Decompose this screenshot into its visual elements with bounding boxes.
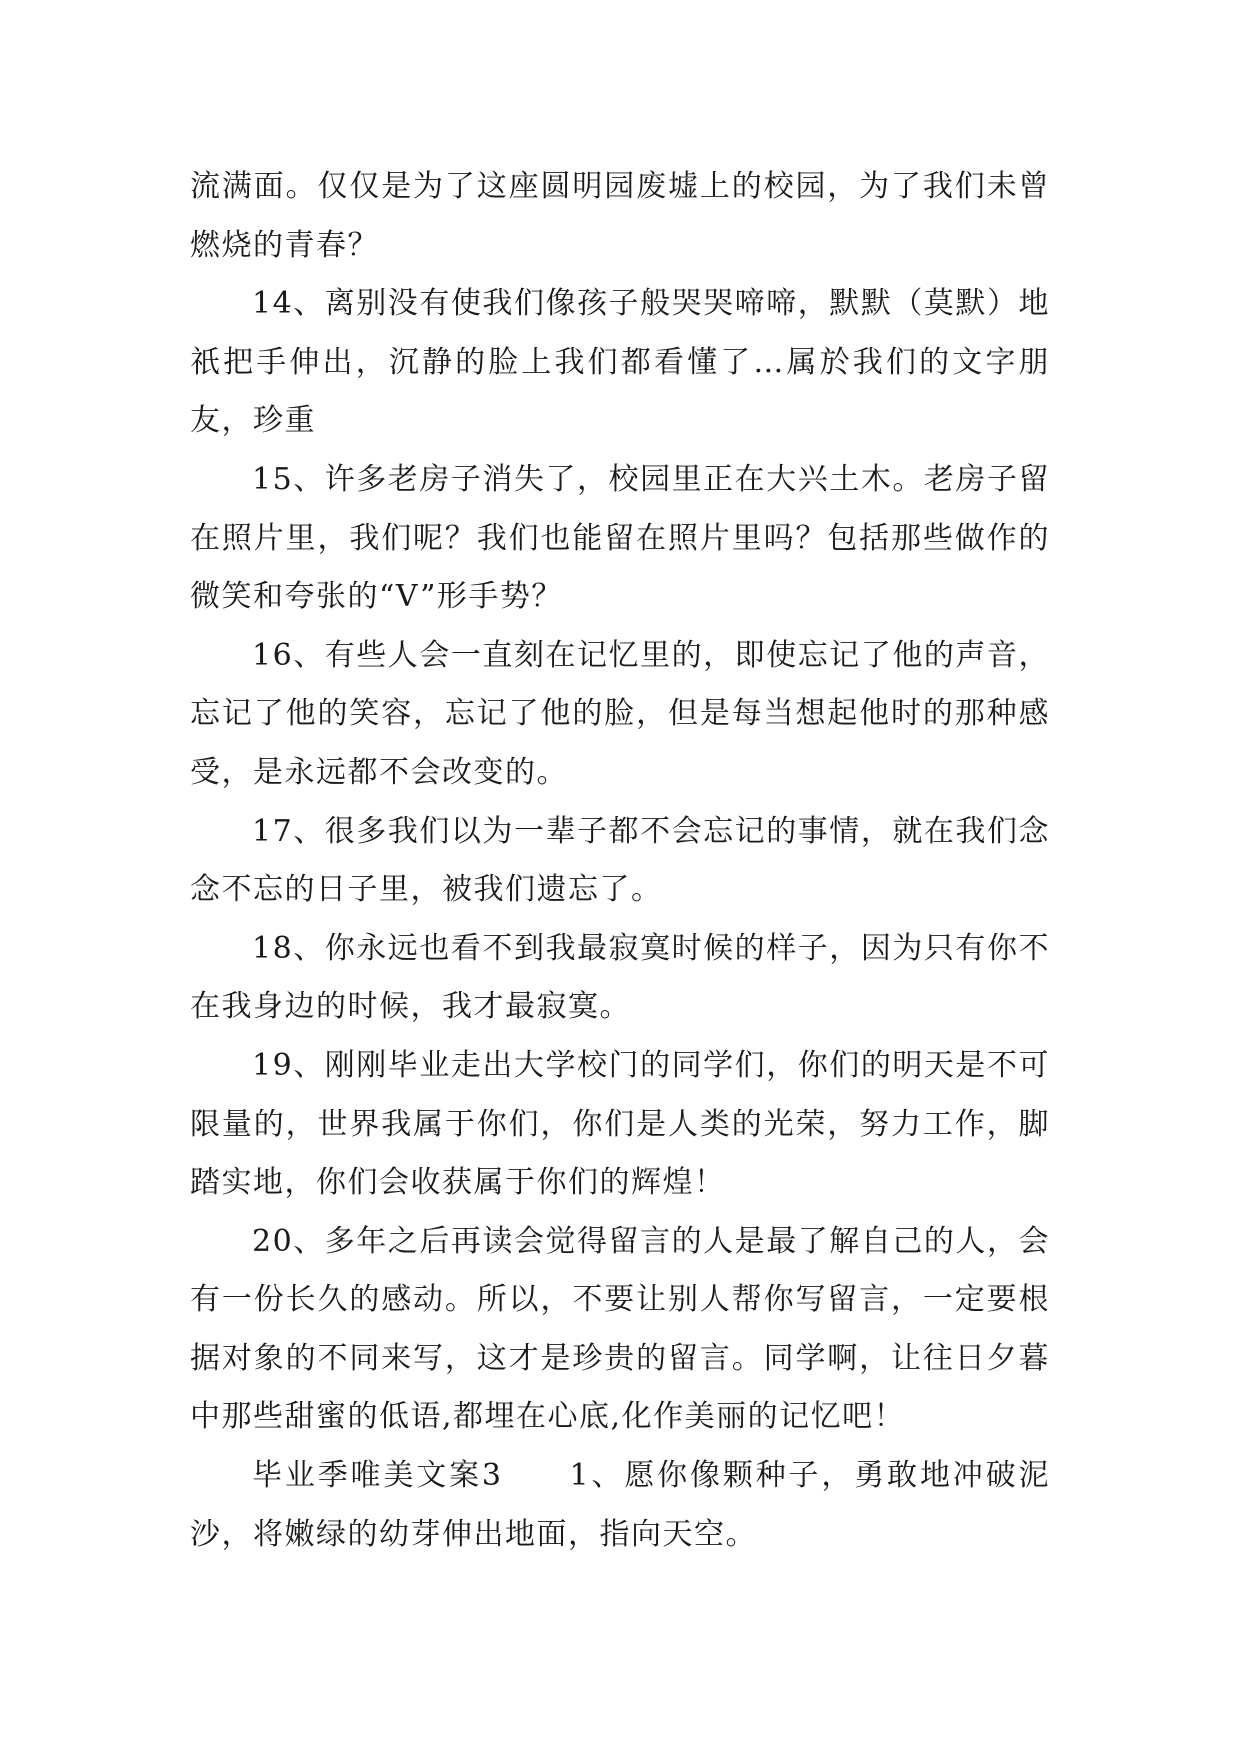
paragraph-17: 17、很多我们以为一辈子都不会忘记的事情，就在我们念念不忘的日子里，被我们遗忘了。 — [190, 813, 1050, 908]
paragraph-20: 20、多年之后再读会觉得留言的人是最了解自己的人，会有一份长久的感动。所以，不要让别人帮你写留言，一定要根据对象的不同来写，这才是珍贵的留言。同学啊，让往日夕暮中那些甜蜜的低语,都埋在心底,化作美丽的记忆吧！ — [190, 1223, 1050, 1435]
paragraph-13-continued: 流满面。仅仅是为了这座圆明园废墟上的校园，为了我们未曾燃烧的青春？ — [190, 169, 1050, 263]
paragraph-14: 14、离别没有使我们像孩子般哭哭啼啼，默默（莫默）地祇把手伸出，沉静的脸上我们都看懂了…属於我们的文字朋友，珍重 — [190, 286, 1050, 439]
document-body — [190, 158, 1050, 1564]
paragraph-18: 18、你永远也看不到我最寂寞时候的样子，因为只有你不在我身边的时候，我才最寂寞。 — [190, 930, 1050, 1025]
paragraph-19: 19、刚刚毕业走出大学校门的同学们，你们的明天是不可限量的，世界我属于你们，你们是人类的光荣，努力工作，脚踏实地，你们会收获属于你们的辉煌！ — [190, 1047, 1050, 1201]
paragraph-15: 15、许多老房子消失了，校园里正在大兴土木。老房子留在照片里，我们呢？我们也能留在照片里吗？包括那些做作的微笑和夸张的“V”形手势？ — [190, 461, 1050, 615]
paragraph-16: 16、有些人会一直刻在记忆里的，即使忘记了他的声音，忘记了他的笑容，忘记了他的脸，但是每当想起他时的那种感受，是永远都不会改变的。 — [190, 637, 1050, 790]
section-3-paragraph: 毕业季唯美文案3 1、愿你像颗种子，勇敢地冲破泥沙，将嫩绿的幼芽伸出地面，指向天空。 — [190, 1458, 1050, 1552]
